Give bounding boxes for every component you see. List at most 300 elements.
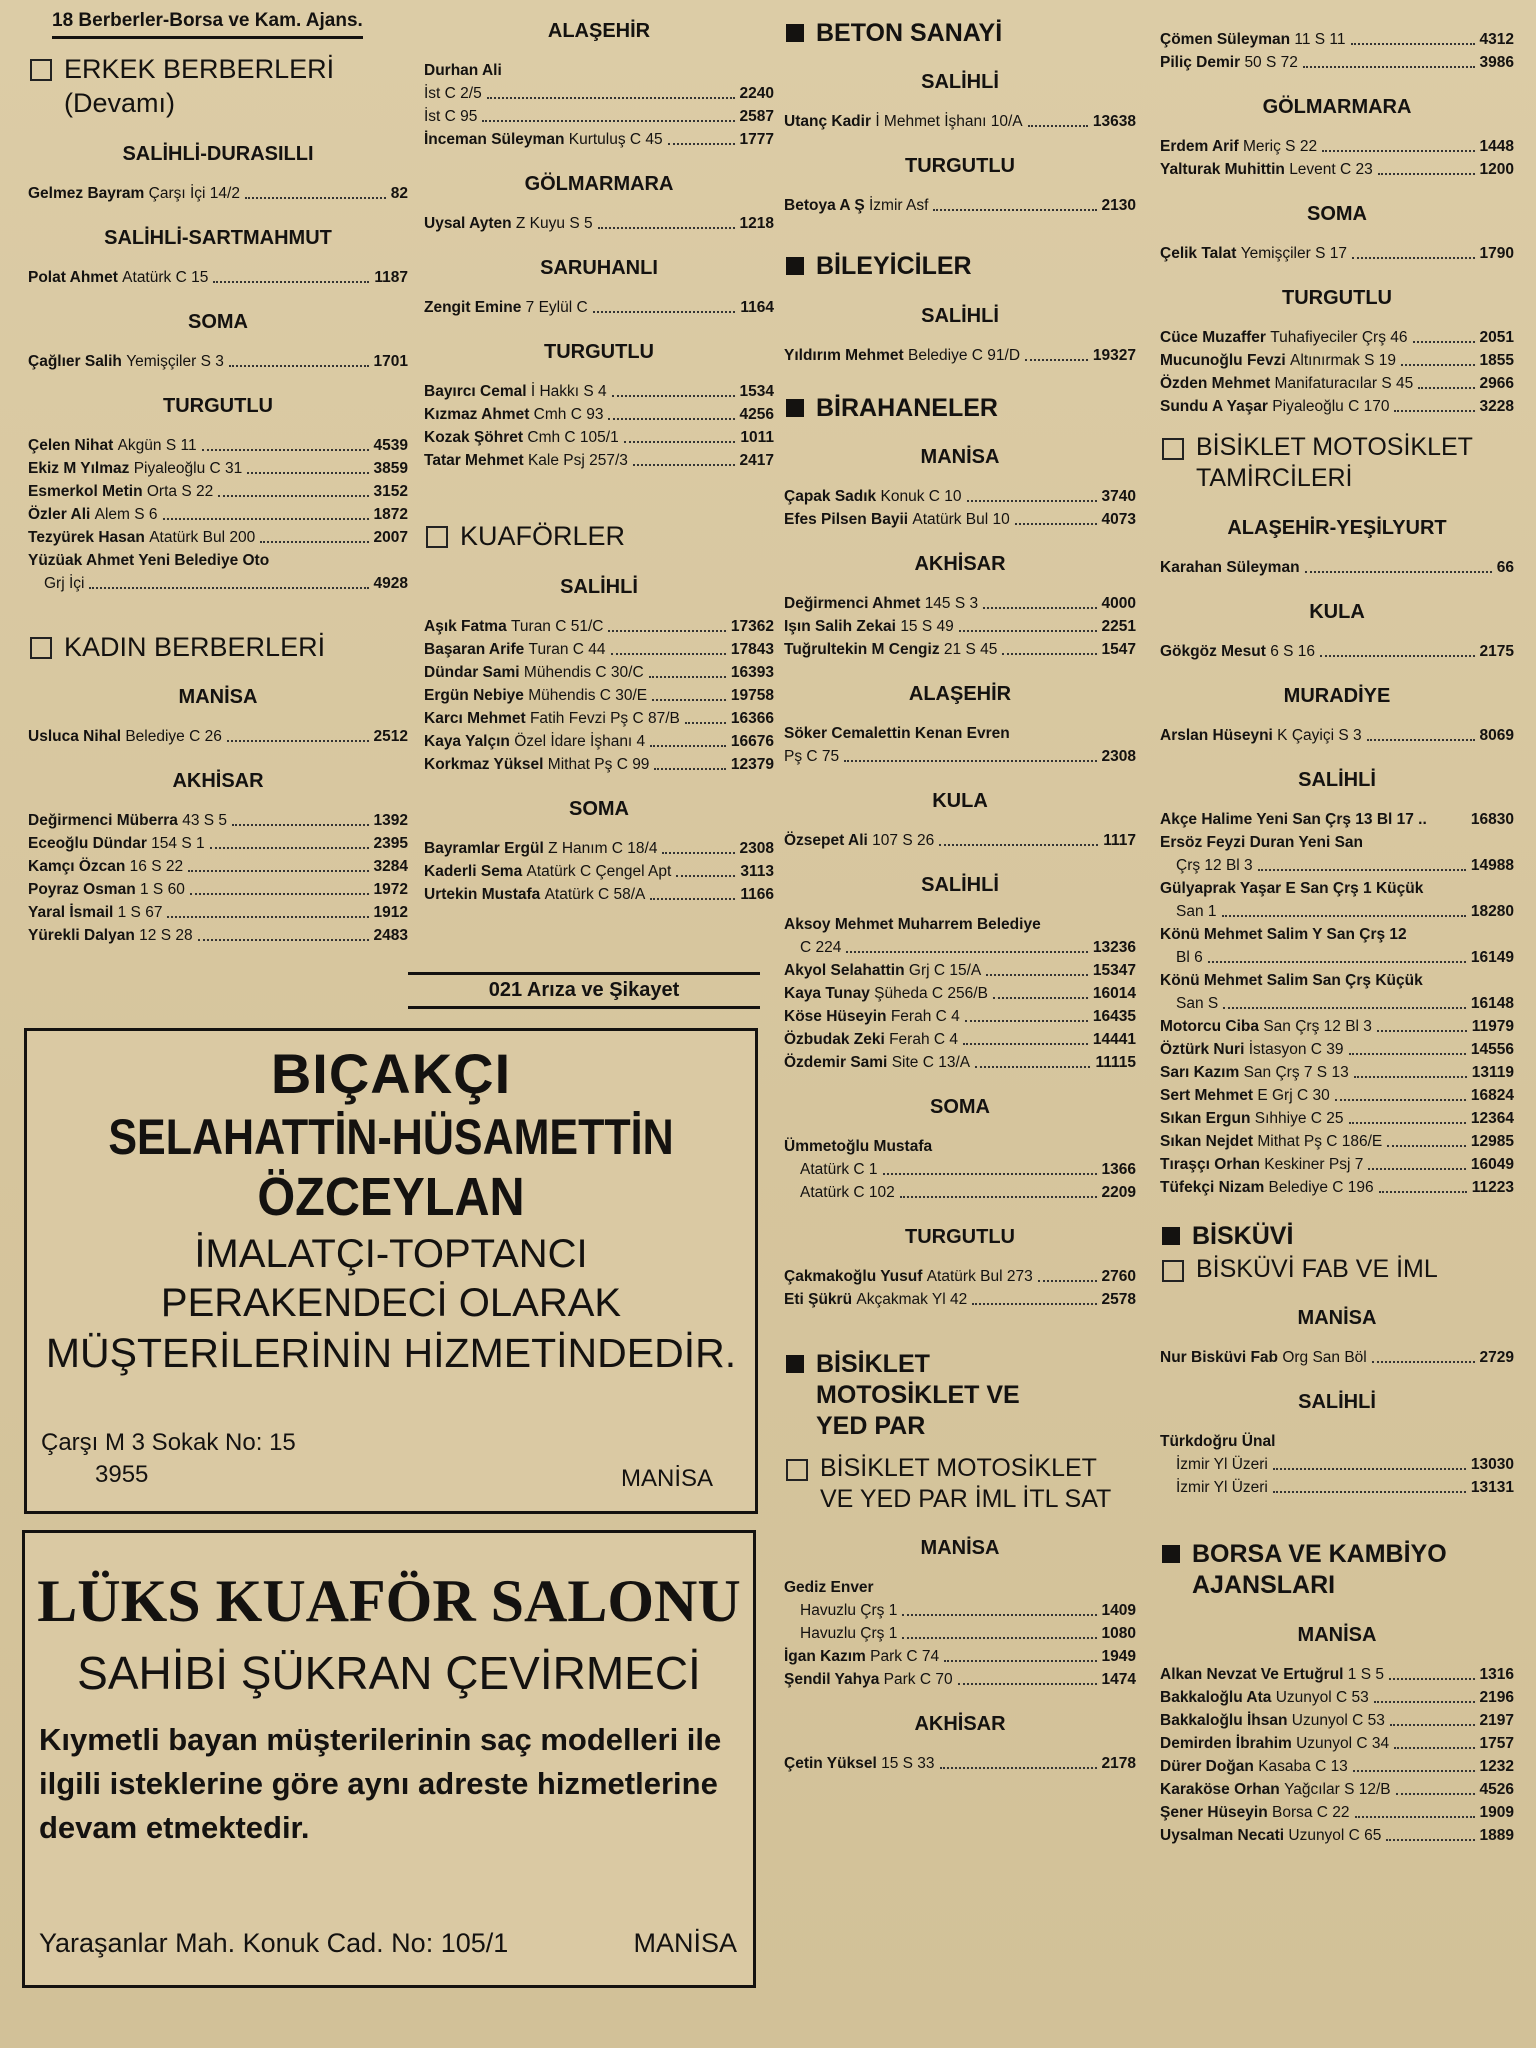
leader-dots (1273, 1468, 1466, 1470)
phone-number: 1909 (1479, 1803, 1514, 1821)
city-heading: SOMA (188, 310, 248, 333)
listing-entry (1160, 1778, 1514, 1801)
leader-dots (940, 1767, 1097, 1769)
box-marker-icon (1162, 1260, 1184, 1282)
phone-number: 2209 (1101, 1183, 1136, 1201)
listing-entry (784, 1265, 1136, 1288)
phone-number: 1889 (1479, 1826, 1514, 1844)
listing-entry (424, 105, 774, 128)
listing-name: Durhan Ali (424, 62, 502, 79)
phone-number: 1547 (1101, 640, 1136, 658)
listing-name-address: İnceman Süleyman Kurtuluş C 45 (424, 131, 663, 148)
leader-dots (232, 824, 369, 826)
listing-name-address: Mucunoğlu Fevzi Altınırmak S 19 (1160, 352, 1396, 369)
section-title: BİSKÜVİ (1160, 1221, 1514, 1252)
listing-entry (1160, 1663, 1514, 1686)
square-marker-icon (786, 1355, 804, 1373)
listing-entry (28, 480, 408, 503)
phone-number: 12985 (1470, 1132, 1514, 1150)
phone-number: 1409 (1101, 1602, 1136, 1619)
leader-dots (1390, 1724, 1475, 1726)
leader-dots (965, 1020, 1088, 1022)
leader-dots (247, 472, 368, 474)
phone-number: 1757 (1479, 1734, 1514, 1752)
listing-name-address: Yıldırım Mehmet Belediye C 91/D (784, 346, 1021, 364)
leader-dots (1303, 66, 1475, 68)
listing-name-address: Çömen Süleyman 11 S 11 (1160, 31, 1346, 48)
leader-dots (1320, 655, 1474, 657)
listing-name-address: Bayırcı Cemal İ Hakkı S 4 (424, 383, 607, 400)
leader-dots (902, 1637, 1096, 1639)
phone-number: 19758 (730, 686, 774, 704)
leader-dots (210, 847, 369, 849)
leader-dots (654, 768, 725, 770)
phone-number: 2197 (1479, 1711, 1514, 1729)
section-title: BİLEYİCİLER (784, 251, 1136, 282)
listing-name-address: Çelen Nihat Akgün S 11 (28, 436, 197, 454)
ad-line: PERAKENDECİ OLARAK (160, 1281, 622, 1325)
leader-dots (1354, 1076, 1467, 1078)
phone-number: 1474 (1101, 1671, 1136, 1688)
phone-number: 1080 (1101, 1625, 1136, 1642)
city-heading: SALİHLİ (560, 575, 638, 598)
listing-name-address: Kızmaz Ahmet Cmh C 93 (424, 406, 604, 423)
listing-name-address: Çetin Yüksel 15 S 33 (784, 1755, 935, 1772)
listing-entry (1160, 1015, 1514, 1038)
square-marker-icon (786, 257, 804, 275)
listing-entry (784, 1005, 1136, 1028)
listing-name-address: Esmerkol Metin Orta S 22 (28, 482, 214, 500)
leader-dots (959, 630, 1097, 632)
listing-name-address: Sarı Kazım San Çrş 7 S 13 (1160, 1063, 1349, 1081)
phone-number: 82 (390, 184, 408, 202)
listing-entry (784, 638, 1136, 661)
phone-number: 2395 (373, 835, 408, 853)
phone-number: 3740 (1101, 487, 1136, 505)
ad-description: Kıymetli bayan müşterilerinin saç modelleri ile ilgili isteklerine göre aynı adreste hizmetlerine devam etmektedir. (39, 1722, 722, 1846)
listing-entry (1160, 349, 1514, 372)
city-heading: SALİHLİ (1298, 768, 1376, 791)
listing-entry (424, 730, 774, 753)
listing-continued: Könü Mehmet Salim San Çrş Küçük (1160, 971, 1423, 989)
listing-name-address: İgan Kazım Park C 74 (784, 1648, 940, 1665)
listing-name-address: Uysal Ayten Z Kuyu S 5 (424, 215, 593, 232)
section-title: BİRAHANELER (784, 393, 1136, 424)
phone-info-bar: 021 Arıza ve Şikayet (408, 972, 760, 1009)
phone-number: 1912 (373, 904, 408, 922)
listing-entry (784, 1051, 1136, 1074)
phone-number: 11979 (1471, 1017, 1514, 1035)
city-heading: ALAŞEHİR (908, 682, 1012, 705)
listing-name-address: Arslan Hüseyni K Çayiçi S 3 (1160, 726, 1362, 744)
leader-dots (967, 500, 1097, 502)
listing-entry (784, 615, 1136, 638)
listing-name-address: Kamçı Özcan 16 S 22 (28, 858, 184, 876)
listing-entry (28, 457, 408, 480)
listing-name-address: Atatürk C 102 (800, 1183, 895, 1201)
city-heading: MANİSA (178, 686, 258, 709)
phone-number: 12379 (730, 755, 774, 773)
phone-number: 13638 (1092, 113, 1136, 131)
listing-entry (28, 855, 408, 878)
city-heading: SALİHLİ-SARTMAHMUT (104, 226, 332, 249)
listing-entry: San 1 18280 (1176, 902, 1514, 920)
phone-number: 1232 (1479, 1757, 1514, 1775)
listing-entry (28, 434, 408, 457)
city-heading: SOMA (569, 797, 629, 820)
listing-name-address: Işın Salih Zekai 15 S 49 (784, 617, 954, 635)
city-heading: TURGUTLU (544, 341, 654, 363)
phone-number: 1200 (1479, 161, 1514, 178)
listing-entry (424, 296, 774, 319)
phone-number: 1949 (1101, 1648, 1136, 1665)
listing-entry (1160, 1824, 1514, 1847)
city-heading: SOMA (1307, 203, 1367, 225)
listing-name-address: Efes Pilsen Bayii Atatürk Bul 10 (784, 510, 1010, 528)
listing-name-address: Urtekin Mustafa Atatürk C 58/A (424, 885, 646, 903)
phone-number: 16435 (1092, 1007, 1136, 1025)
listing-entry (28, 878, 408, 901)
listing-name-address: Piliç Demir 50 S 72 (1160, 54, 1298, 71)
listing-name: Ümmetoğlu Mustafa (784, 1137, 933, 1155)
listing-name-address: Tıraşçı Orhan Keskiner Psj 7 (1160, 1155, 1364, 1173)
phone-number: 13119 (1471, 1063, 1514, 1081)
section-title: BİSİKLET MOTOSİKLET TAMİRCİLERİ (1160, 432, 1514, 495)
leader-dots (650, 745, 726, 747)
leader-dots (1418, 387, 1474, 389)
leader-dots (983, 607, 1096, 609)
listing-name-address: Yalturak Muhittin Levent C 23 (1160, 161, 1373, 178)
ad-owner: SAHİBİ ŞÜKRAN ÇEVİRMECİ (77, 1647, 701, 1699)
leader-dots (1351, 43, 1475, 45)
city-heading: MURADİYE (1283, 684, 1391, 707)
listing-entry: Pş C 75 2308 (784, 747, 1136, 765)
phone-number: 1218 (739, 215, 774, 232)
listing-name-address: Nur Bisküvi Fab Org San Böl (1160, 1349, 1367, 1366)
leader-dots (612, 395, 735, 397)
listing-name-address: Kozak Şöhret Cmh C 105/1 (424, 429, 619, 446)
listing-entry (784, 485, 1136, 508)
phone-number: 2966 (1479, 375, 1514, 392)
phone-number: 2051 (1479, 329, 1514, 346)
phone-number: 4526 (1479, 1780, 1514, 1798)
ad-title: LÜKS KUAFÖR SALONU (37, 1568, 741, 1634)
square-marker-icon (1162, 1227, 1180, 1245)
city-heading: TURGUTLU (905, 155, 1015, 178)
listing-name-address: Cüce Muzaffer Tuhafiyeciler Çrş 46 (1160, 329, 1408, 346)
leader-dots (1394, 410, 1474, 412)
listing-name-address: Yürekli Dalyan 12 S 28 (28, 927, 193, 945)
phone-number: 4539 (373, 436, 408, 454)
leader-dots (1038, 1280, 1097, 1282)
leader-dots (1378, 173, 1475, 175)
listing-name-address: Gelmez Bayram Çarşı İçi 14/2 (28, 184, 240, 202)
leader-dots (649, 676, 726, 678)
box-marker-icon (30, 59, 52, 81)
listing-entry (424, 661, 774, 684)
listing-name: Türkdoğru Ünal (1160, 1433, 1276, 1450)
listing-entry (28, 832, 408, 855)
listing-entry (784, 194, 1136, 217)
city-heading: SALİHLİ (921, 304, 999, 327)
leader-dots (1389, 1678, 1475, 1680)
city-heading: SOMA (930, 1095, 990, 1118)
phone-number: 16393 (730, 663, 774, 681)
phone-number: 1972 (373, 881, 408, 899)
phone-number: 2130 (1101, 197, 1136, 215)
section-title: BORSA VE KAMBİYO AJANSLARI (1160, 1539, 1514, 1602)
listing-name-address: Eceoğlu Dündar 154 S 1 (28, 835, 205, 853)
phone-number: 13030 (1470, 1456, 1514, 1473)
listing-entry (1160, 242, 1514, 265)
listing-entry (28, 182, 408, 205)
leader-dots (1386, 1839, 1474, 1841)
listing-entry (784, 959, 1136, 982)
ad-line: MÜŞTERİLERİNİN HİZMETİNDEDİR. (45, 1330, 737, 1376)
phone-number: 2196 (1479, 1688, 1514, 1706)
phone-number: 1392 (373, 812, 408, 830)
phone-number: 1164 (740, 299, 774, 316)
leader-dots (1374, 1701, 1475, 1703)
city-heading: GÖLMARMARA (1262, 96, 1412, 118)
leader-dots (1387, 1145, 1466, 1147)
leader-dots (958, 1683, 1097, 1685)
box-marker-icon (30, 637, 52, 659)
phone-number: 16366 (730, 709, 774, 727)
leader-dots (1015, 523, 1097, 525)
leader-dots (229, 365, 369, 367)
listing-entry: C 224 13236 (800, 938, 1136, 956)
listing-name-address: İst C 2/5 (424, 85, 482, 102)
listing-entry (424, 82, 774, 105)
leader-dots (1379, 1191, 1467, 1193)
section-title: ERKEK BERBERLERİ (Devamı) (28, 53, 408, 121)
listing-entry (424, 426, 774, 449)
leader-dots (482, 120, 734, 122)
listing-entry (424, 837, 774, 860)
leader-dots (218, 495, 368, 497)
listing-name-address: Dürer Doğan Kasaba C 13 (1160, 1757, 1348, 1775)
leader-dots (487, 97, 735, 99)
city-heading: AKHİSAR (914, 1713, 1006, 1735)
listing-entry (1160, 1453, 1514, 1476)
leader-dots (1394, 1747, 1474, 1749)
box-marker-icon (786, 1459, 808, 1481)
phone-number: 11223 (1471, 1178, 1514, 1196)
phone-number: 2178 (1101, 1755, 1136, 1772)
listing-continued: Aksoy Mehmet Muharrem Belediye (784, 915, 1041, 933)
square-marker-icon (1162, 1545, 1180, 1563)
phone-number: 15347 (1092, 961, 1136, 979)
leader-dots (1367, 739, 1475, 741)
listing-entry (424, 860, 774, 883)
section-title: BETON SANAYİ (784, 18, 1136, 49)
leader-dots (1401, 364, 1475, 366)
phone-number: 1777 (739, 131, 774, 148)
listing-name-address: İzmir Yl Üzeri (1176, 1479, 1268, 1496)
listing-entry (1160, 1755, 1514, 1778)
listing-entry (784, 1645, 1136, 1668)
leader-dots (1352, 257, 1475, 259)
listing-name-address: Çakmakoğlu Yusuf Atatürk Bul 273 (784, 1267, 1033, 1285)
leader-dots (944, 1660, 1096, 1662)
leader-dots (213, 281, 369, 283)
leader-dots (1273, 1491, 1466, 1493)
listing-entry (1160, 1176, 1514, 1199)
leader-dots (662, 852, 734, 854)
phone-number: 14441 (1092, 1030, 1136, 1048)
phone-number: 13131 (1470, 1479, 1514, 1496)
leader-dots (939, 844, 1098, 846)
phone-number: 17362 (730, 617, 774, 635)
city-heading: SALİHLİ (1298, 1391, 1376, 1413)
phone-number: 16014 (1092, 984, 1136, 1002)
phone-number: 3859 (373, 459, 408, 477)
column-2 (424, 0, 774, 906)
leader-dots (1377, 1030, 1467, 1032)
leader-dots (986, 974, 1088, 976)
listing-entry (1160, 158, 1514, 181)
listing-entry (1160, 135, 1514, 158)
ad-address: Yaraşanlar Mah. Konuk Cad. No: 105/1 (39, 1928, 509, 1958)
phone-number: 8069 (1479, 726, 1514, 744)
leader-dots (1305, 571, 1492, 573)
ad-line: İMALATÇI-TOPTANCI (194, 1232, 588, 1276)
listing-entry (1160, 1107, 1514, 1130)
listing-entry (784, 1752, 1136, 1775)
listing-name-address: Eti Şükrü Akçakmak Yl 42 (784, 1290, 968, 1308)
listing-name-address: Değirmenci Ahmet 145 S 3 (784, 594, 979, 612)
phone-number: 4073 (1101, 510, 1136, 528)
phone-number: 1117 (1103, 831, 1136, 849)
leader-dots (202, 449, 369, 451)
listing-continued: Söker Cemalettin Kenan Evren (784, 724, 1010, 742)
phone-number: 66 (1496, 558, 1514, 576)
ad-city: MANİSA (633, 1928, 737, 1958)
listing-name-address: Çelik Talat Yemişçiler S 17 (1160, 245, 1347, 262)
leader-dots (652, 699, 726, 701)
listing-name-address: Ergün Nebiye Mühendis C 30/E (424, 686, 648, 704)
leader-dots (608, 630, 725, 632)
listing-name-address: Polat Ahmet Atatürk C 15 (28, 268, 209, 286)
listing-name-address: Uysalman Necati Uzunyol C 65 (1160, 1826, 1382, 1844)
box-marker-icon (426, 526, 448, 548)
city-heading: AKHİSAR (172, 770, 264, 793)
phone-number: 2587 (739, 108, 774, 125)
phone-number: 2240 (739, 85, 774, 102)
listing-name-address: Demirden İbrahim Uzunyol C 34 (1160, 1734, 1390, 1752)
listing-name-address: Şener Hüseyin Borsa C 22 (1160, 1803, 1350, 1821)
leader-dots (163, 518, 369, 520)
leader-dots (1028, 125, 1088, 127)
listing-name-address: Havuzlu Çrş 1 (800, 1602, 898, 1619)
ad-bicakci (24, 1028, 758, 1514)
listing-name-address: Sert Mehmet E Grj C 30 (1160, 1086, 1330, 1104)
listing-name-address: Dündar Sami Mühendis C 30/C (424, 663, 644, 681)
listing-entry: Akçe Halime Yeni San Çrş 13 Bl 17 .. 16830 (1160, 810, 1514, 828)
box-marker-icon (1162, 438, 1184, 460)
listing-name-address: Sıkan Nejdet Mithat Pş C 186/E (1160, 1132, 1383, 1150)
phone-number: 3986 (1479, 54, 1514, 71)
city-heading: TURGUTLU (163, 394, 273, 417)
leader-dots (933, 209, 1096, 211)
listing-entry (784, 1028, 1136, 1051)
listing-entry (784, 1288, 1136, 1311)
listing-entry (1160, 1084, 1514, 1107)
listing-name-address: İzmir Yl Üzeri (1176, 1456, 1268, 1473)
listing-entry (784, 829, 1136, 852)
leader-dots (598, 227, 735, 229)
listing-name-address: Alkan Nevzat Ve Ertuğrul 1 S 5 (1160, 1665, 1384, 1683)
listing-continued: Gülyaprak Yaşar E San Çrş 1 Küçük (1160, 879, 1424, 897)
listing-name-address: Gökgöz Mesut 6 S 16 (1160, 642, 1316, 660)
leader-dots (1355, 1816, 1475, 1818)
leader-dots (611, 653, 726, 655)
section-title: BİSİKLET MOTOSİKLET VE YED PAR İML İTL SAT (784, 1453, 1136, 1516)
listing-entry (1160, 1801, 1514, 1824)
phone-number: 2483 (373, 927, 408, 945)
listing-continued: Yüzüak Ahmet Yeni Belediye Oto (28, 551, 270, 569)
phone-number: 1855 (1479, 352, 1514, 369)
listing-entry (1160, 395, 1514, 418)
city-heading: KULA (1309, 600, 1365, 623)
listing-entry (424, 883, 774, 906)
phone-number: 4312 (1479, 31, 1514, 48)
phone-number: 3152 (373, 482, 408, 500)
listing-entry (784, 344, 1136, 367)
phone-number: 1316 (1479, 1665, 1514, 1683)
listing-name-address: Özbudak Zeki Ferah C 4 (784, 1030, 959, 1048)
phone-number: 17843 (730, 640, 774, 658)
city-heading: AKHİSAR (914, 552, 1006, 575)
listing-entry (784, 1622, 1136, 1645)
listing-entry: Çrş 12 Bl 3 14988 (1176, 856, 1514, 874)
listing-name-address: Köse Hüseyin Ferah C 4 (784, 1007, 960, 1025)
listing-name-address: Korkmaz Yüksel Mithat Pş C 99 (424, 755, 650, 773)
ad-city: MANİSA (620, 1465, 713, 1492)
phone-number: 16676 (730, 732, 774, 750)
page-header: 18 Berberler-Borsa ve Kam. Ajans. (52, 10, 363, 39)
listing-name-address: Başaran Arife Turan C 44 (424, 640, 606, 658)
listing-name-address: Poyraz Osman 1 S 60 (28, 881, 185, 899)
leader-dots (685, 722, 726, 724)
listing-name-address: Kaderli Sema Atatürk C Çengel Apt (424, 862, 672, 880)
leader-dots (633, 464, 735, 466)
leader-dots (668, 143, 735, 145)
listing-entry (1160, 51, 1514, 74)
listing-name-address: İst C 95 (424, 108, 478, 125)
leader-dots (972, 1303, 1096, 1305)
leader-dots (260, 541, 368, 543)
ad-address: Çarşı M 3 Sokak No: 15 (41, 1429, 296, 1456)
listing-entry (784, 592, 1136, 615)
phone-number: 1872 (373, 505, 408, 523)
listing-entry (424, 403, 774, 426)
column-1 (28, 0, 408, 947)
leader-dots (1335, 1099, 1466, 1101)
phone-number: 3284 (373, 858, 408, 876)
listing-entry (1160, 1061, 1514, 1084)
city-heading: SARUHANLI (540, 257, 658, 279)
phone-number: 2175 (1479, 642, 1514, 660)
listing-name-address: Aşık Fatma Turan C 51/C (424, 617, 604, 635)
listing-name-address: Şendil Yahya Park C 70 (784, 1671, 953, 1688)
listing-entry (28, 725, 408, 748)
phone-number: 1166 (740, 885, 774, 903)
listing-entry (784, 1599, 1136, 1622)
phone-number: 2007 (373, 528, 408, 546)
listing-name-address: Özsepet Ali 107 S 26 (784, 831, 935, 849)
